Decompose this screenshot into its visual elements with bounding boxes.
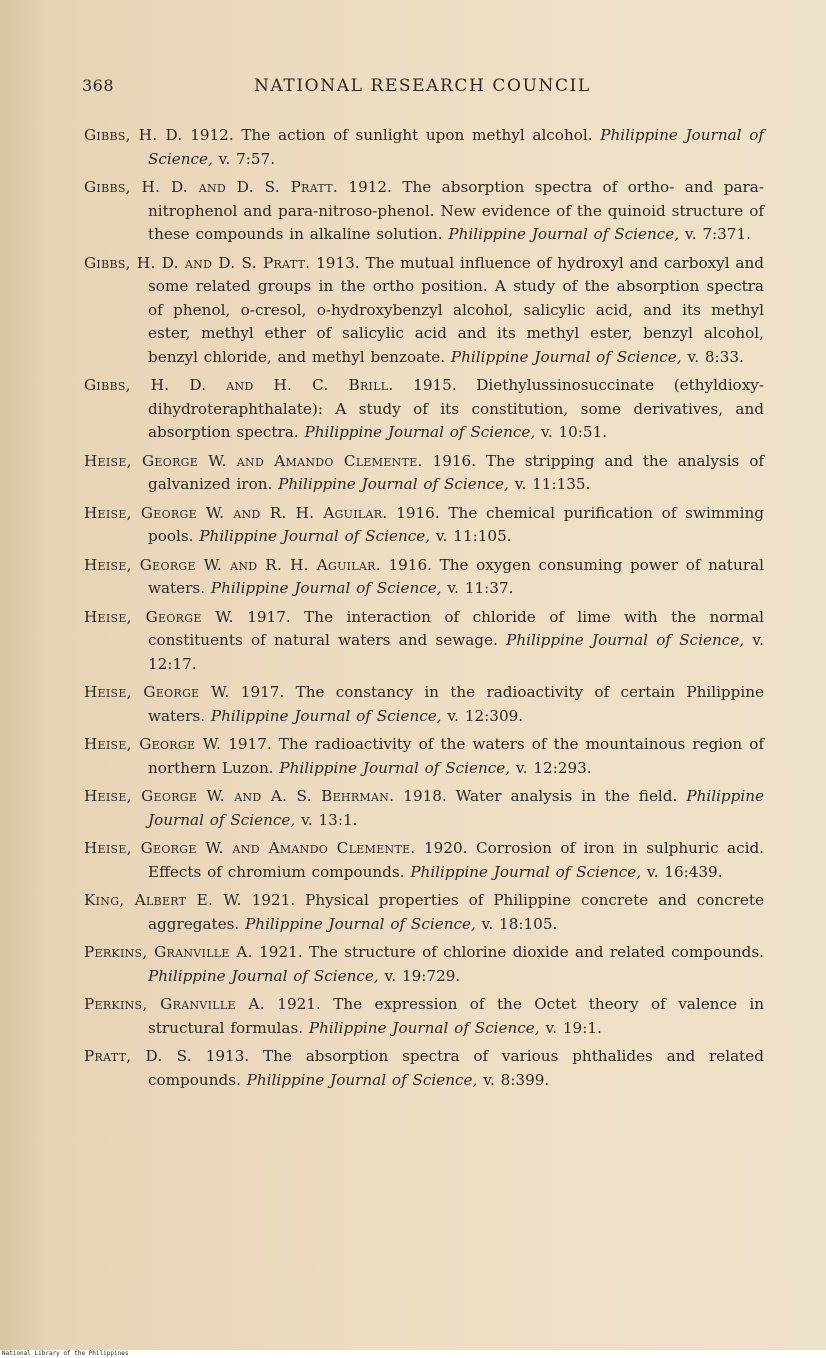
entry-author: Heise, George W. (84, 683, 230, 701)
library-credit: National Library of the Philippines (0, 1350, 826, 1358)
entry-journal: Philippine Journal of Science, (210, 579, 442, 597)
entry-journal: Philippine Journal of Science, (410, 862, 642, 881)
entry-reference: v. 12:309. (441, 706, 524, 725)
entry-journal: Philippine Journal of Science, (450, 347, 682, 366)
entry-journal: Philippine Journal of Science, (279, 758, 511, 777)
entry-reference: v. 16:439. (641, 862, 723, 881)
entry-text: 1916. The stripping and the analysis of galvanized iron. (148, 451, 764, 493)
entry-author: Heise, George W. (84, 735, 222, 753)
bibliography-entry (84, 124, 764, 171)
bibliography-entry (84, 889, 764, 936)
entry-author: King, Albert E. W. (84, 891, 242, 909)
entry-journal: Philippine Journal of Science, (148, 126, 764, 168)
entry-journal: Philippine Journal of Science, (199, 527, 431, 545)
entry-journal: Philippine Journal of Science, (308, 1018, 540, 1037)
bibliography-entry (84, 554, 764, 601)
bibliography-entry (84, 1045, 764, 1092)
entry-author: Heise, George W. (84, 607, 234, 626)
bibliography-entry (84, 606, 764, 677)
bibliography-entry (84, 785, 764, 832)
entry-text: 1913. The absorption spectra of various phthalides and related compounds. (148, 1047, 764, 1089)
entry-author: Gibbs, H. D. and D. S. Pratt. (84, 253, 311, 272)
entry-reference: v. 11:105. (430, 527, 512, 545)
entry-text: 1921. Physical properties of Philippine concrete and concrete aggregates. (148, 891, 764, 933)
entry-reference: v. 8:33. (681, 347, 744, 366)
entry-text: 1917. The radioactivity of the waters of the mountainous region of northern Luzon. (148, 735, 765, 777)
entry-reference: v. 12:293. (510, 758, 592, 777)
bibliography-entry (84, 993, 764, 1040)
entry-text: 1916. The chemical purification of swimming pools. (148, 503, 764, 545)
entry-reference: v. 10:51. (535, 423, 608, 441)
entry-author: Perkins, Granville A. (84, 995, 265, 1013)
entry-journal: Philippine Journal of Science, (448, 225, 680, 243)
bibliography-entry (84, 941, 764, 988)
entry-reference: v. 19:1. (539, 1018, 602, 1037)
entry-author: Gibbs, H. D. and D. S. Pratt. (84, 178, 338, 196)
entry-author: Perkins, Granville A. (84, 943, 253, 961)
entry-reference: v. 8:399. (477, 1070, 550, 1089)
entry-reference: v. 13:1. (295, 810, 358, 829)
entry-text: 1921. The expression of the Octet theory of valence in structural formulas. (148, 995, 764, 1037)
entry-text: 1917. The interaction of chloride of lime with the normal constituents of natural waters and sewage. (148, 607, 764, 649)
entry-text: 1917. The constancy in the radioactivity of certain Philippine waters. (148, 683, 764, 725)
bibliography-entry (84, 450, 764, 497)
entry-reference: v. 12:17. (148, 631, 765, 673)
entry-author: Heise, George W. and R. H. Aguilar. (84, 555, 381, 574)
entry-reference: v. 18:105. (475, 914, 558, 933)
bibliography-entry (84, 176, 764, 247)
entry-author: Heise, George W. and Amando Clemente. (84, 839, 416, 857)
entry-text: 1913. The mutual influence of hydroxyl and carboxyl and some related groups in the ortho position. A study of the absorption spectra of phenol, o-cresol, o-hydroxybenzyl alcohol, salicylic acid, and its methyl ester, methyl ether of salicylic acid and its methyl ester, benzyl alcohol, benzyl chloride, and methyl benzoate. (148, 253, 764, 366)
entry-text: 1912. The action of sunlight upon methyl alcohol. (182, 126, 601, 144)
bibliography-list (84, 124, 764, 1097)
entry-author: Heise, George W. and R. H. Aguilar. (84, 503, 388, 522)
entry-journal: Philippine Journal of Science, (246, 1070, 478, 1089)
entry-journal: Philippine Journal of Science, (148, 966, 379, 985)
entry-author: Heise, George W. and A. S. Behrman. (84, 787, 395, 805)
entry-journal: Philippine Journal of Science, (245, 914, 476, 933)
running-title: NATIONAL RESEARCH COUNCIL (254, 76, 591, 96)
entry-reference: v. 7:57. (212, 149, 276, 168)
entry-reference: v. 19:729. (378, 966, 461, 985)
entry-text: 1916. The oxygen consuming power of natural waters. (148, 555, 764, 597)
entry-reference: v. 11:135. (508, 475, 591, 493)
entry-text: 1915. Diethylussinosuccinate (ethyldioxy-dihydroteraphthalate): A study of its constitution, some derivatives, and absorption spectra. (148, 376, 764, 441)
page-header (82, 76, 772, 100)
entry-author: Pratt, D. S. (84, 1047, 192, 1065)
entry-reference: v. 7:371. (679, 225, 751, 243)
bibliography-entry (84, 733, 764, 780)
bibliography-entry (84, 681, 764, 728)
entry-author: Heise, George W. and Amando Clemente. (84, 451, 423, 470)
entry-journal: Philippine Journal of Science, (506, 631, 745, 649)
page-number: 368 (82, 76, 115, 95)
entry-text: 1920. Corrosion of iron in sulphuric acid. Effects of chromium compounds. (148, 839, 765, 881)
entry-author: Gibbs, H. D. and H. C. Brill. (84, 376, 394, 394)
entry-author: Gibbs, H. D. (84, 126, 183, 144)
bibliography-entry (84, 837, 764, 884)
entry-reference: v. 11:37. (441, 579, 514, 597)
entry-journal: Philippine Journal of Science, (304, 423, 536, 441)
entry-text: 1918. Water analysis in the field. (394, 787, 687, 805)
bibliography-entry (84, 252, 764, 370)
bibliography-entry (84, 502, 764, 549)
bibliography-entry (84, 374, 764, 445)
entry-journal: Philippine Journal of Science, (210, 706, 442, 725)
entry-journal: Philippine Journal of Science, (148, 787, 765, 829)
entry-journal: Philippine Journal of Science, (278, 475, 509, 493)
entry-text: 1912. The absorption spectra of ortho- and para-nitrophenol and para-nitroso-phenol. New evidence of the quinoid structure of these compounds in alkaline solution. (148, 178, 764, 243)
entry-text: 1921. The structure of chlorine dioxide and related compounds. (252, 943, 764, 961)
